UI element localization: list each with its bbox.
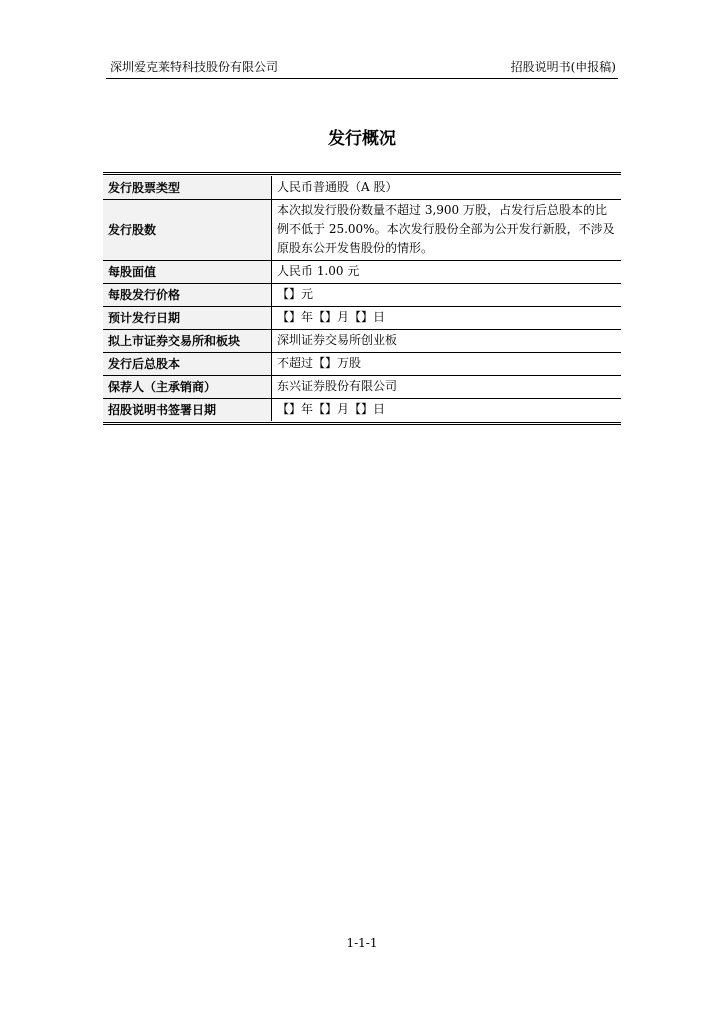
row-label: 预计发行日期 [103, 306, 272, 329]
page-header [106, 58, 618, 79]
row-value: 深圳证券交易所创业板 [272, 329, 622, 352]
row-label: 发行股票类型 [103, 176, 272, 199]
table-row [103, 375, 621, 398]
table-row [103, 329, 621, 352]
page-number: 1-1-1 [346, 936, 378, 950]
table-row [103, 283, 621, 306]
row-value: 【】元 [272, 283, 622, 306]
row-value: 人民币普通股（A 股） [272, 176, 622, 199]
row-value: 【】年【】月【】日 [272, 398, 622, 421]
table-row [103, 398, 621, 421]
row-label: 每股面值 [103, 260, 272, 283]
row-label: 拟上市证券交易所和板块 [103, 329, 272, 352]
row-label: 招股说明书签署日期 [103, 398, 272, 421]
row-label: 发行股数 [103, 199, 272, 260]
row-label: 每股发行价格 [103, 283, 272, 306]
table-row [103, 352, 621, 375]
row-label: 发行后总股本 [103, 352, 272, 375]
row-value: 【】年【】月【】日 [272, 306, 622, 329]
row-label: 保荐人（主承销商） [103, 375, 272, 398]
table-row [103, 199, 621, 260]
row-value: 人民币 1.00 元 [272, 260, 622, 283]
offering-overview-table [103, 172, 621, 425]
table-row [103, 260, 621, 283]
header-doc-type: 招股说明书(申报稿) [510, 60, 616, 74]
header-company: 深圳爱克莱特科技股份有限公司 [110, 60, 279, 74]
row-value: 东兴证券股份有限公司 [272, 375, 622, 398]
table-row [103, 176, 621, 199]
row-value: 本次拟发行股份数量不超过 3,900 万股，占发行后总股本的比例不低于 25.00%。本次发行股份全部为公开发行新股，不涉及原股东公开发售股份的情形。 [272, 199, 622, 260]
table-row [103, 306, 621, 329]
row-value: 不超过【】万股 [272, 352, 622, 375]
page-title: 发行概况 [328, 129, 396, 149]
